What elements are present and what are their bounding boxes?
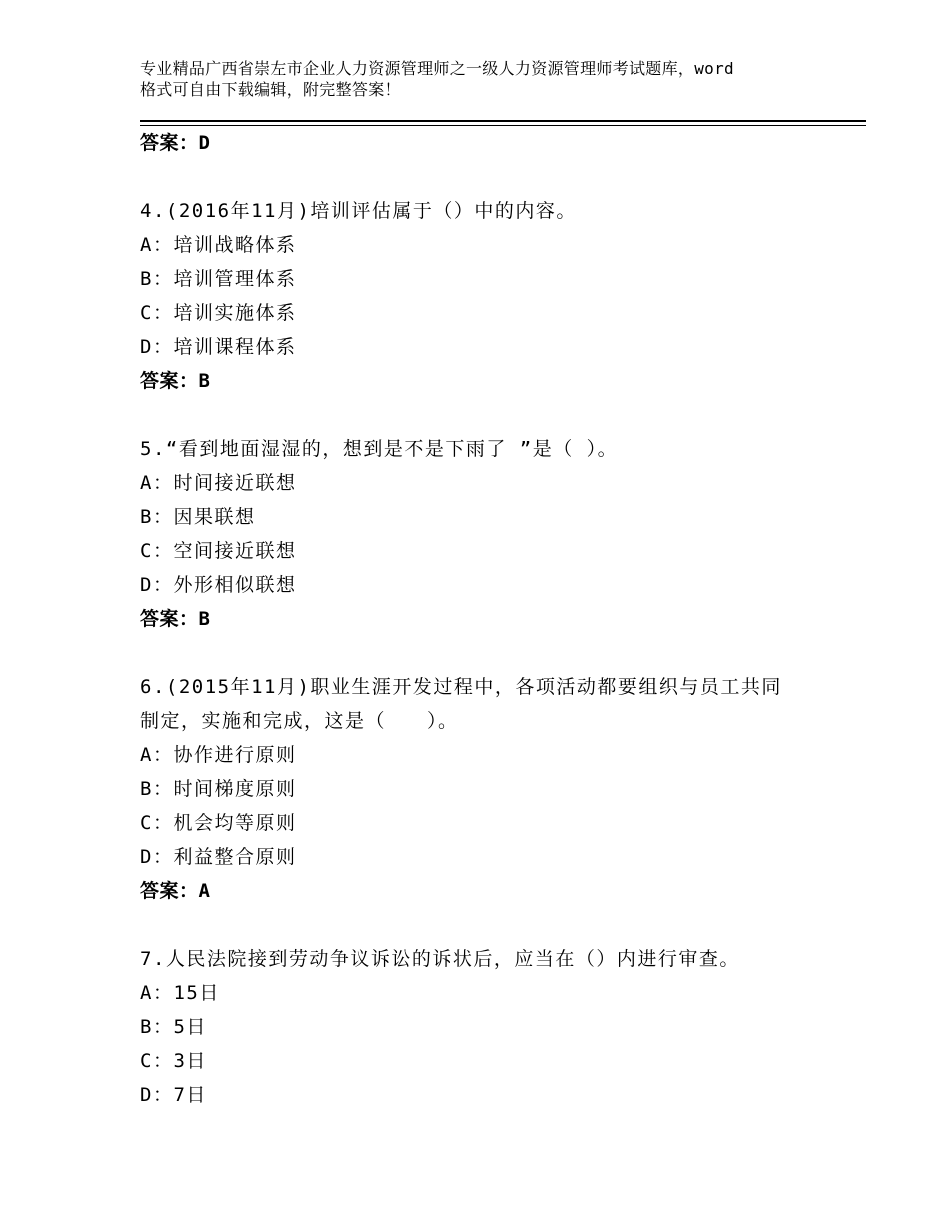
answer-label: 答案：B: [140, 608, 211, 630]
question-stem-line-1: 6.(2015年11月)职业生涯开发过程中，各项活动都要组织与员工共同: [140, 676, 782, 698]
option-a: A：培训战略体系: [140, 234, 297, 256]
question-stem: 5.“看到地面湿湿的，想到是不是下雨了 ”是（ ）。: [140, 438, 619, 460]
option-b: B：因果联想: [140, 506, 256, 528]
option-c: C：机会均等原则: [140, 812, 297, 834]
option-b: B：5日: [140, 1016, 207, 1038]
option-b: B：时间梯度原则: [140, 778, 297, 800]
header-title-line-1: 专业精品广西省崇左市企业人力资源管理师之一级人力资源管理师考试题库，word: [140, 59, 734, 78]
option-a: A：协作进行原则: [140, 744, 297, 766]
option-a: A：15日: [140, 982, 220, 1004]
question-4: [140, 194, 840, 398]
answer-label: 答案：A: [140, 880, 211, 902]
header-title-line-2: 格式可自由下载编辑，附完整答案！: [140, 80, 401, 99]
question-list: [140, 126, 840, 1112]
question-stem: 7.人民法院接到劳动争议诉讼的诉状后，应当在（）内进行审查。: [140, 948, 740, 970]
header-divider-thick: [140, 120, 866, 122]
option-a: A：时间接近联想: [140, 472, 297, 494]
option-d: D：外形相似联想: [140, 574, 297, 596]
answer-label: 答案：B: [140, 370, 211, 392]
option-d: D：利益整合原则: [140, 846, 297, 868]
question-stem-line-2: 制定，实施和完成，这是（ ）。: [140, 710, 459, 732]
question-stem: 4.(2016年11月)培训评估属于（）中的内容。: [140, 200, 577, 222]
option-c: C：空间接近联想: [140, 540, 297, 562]
question-6: [140, 670, 840, 908]
question-5: [140, 432, 840, 636]
option-d: D：7日: [140, 1084, 207, 1106]
option-d: D：培训课程体系: [140, 336, 297, 358]
option-c: C：3日: [140, 1050, 207, 1072]
previous-answer: 答案：D: [140, 132, 211, 154]
document-header: [140, 58, 840, 100]
question-7: [140, 942, 840, 1112]
option-b: B：培训管理体系: [140, 268, 297, 290]
option-c: C：培训实施体系: [140, 302, 297, 324]
